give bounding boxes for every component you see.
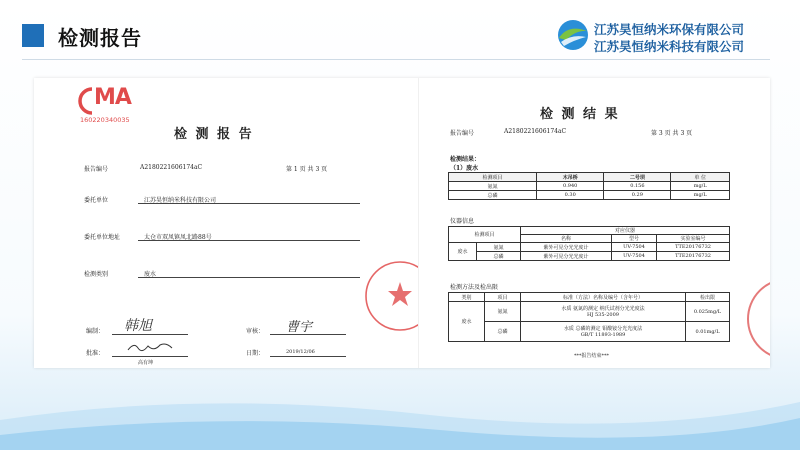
instrument-header-model: 型号 [612,235,657,243]
results-cell: 总磷 [449,191,537,200]
approver-label: 批准： [86,350,105,357]
inspection-stamp-icon [360,256,418,336]
reviewer-signature: 曹宇 [286,320,313,335]
method-code: GB/T 11893-1989 [580,332,626,338]
approver-signature-icon [126,340,176,354]
client-value: 江苏昊恒纳米科技有限公司 [144,197,217,204]
method-cell: 0.025mg/L [686,302,730,322]
client-underline [138,203,360,204]
date-label: 日期： [246,350,265,357]
header-accent-bar [22,24,44,47]
results-table [448,172,730,200]
instrument-header-name: 名称 [521,235,612,243]
editor-underline [112,334,188,335]
results-cell: mg/L [671,182,730,191]
instrument-cell: TTE20176732 [657,243,730,252]
category-underline [138,277,360,278]
results-header-item: 检测项目 [449,173,537,182]
approver-name: 高有坤 [138,360,154,366]
instrument-cell: 紫外可见分光光度计 [521,252,612,261]
header-divider [22,59,770,60]
results-report-no-label: 报告编号 [450,130,475,137]
table-row [449,191,730,200]
instrument-cell: UV-7504 [612,243,657,252]
results-header-site1: 木吊桥 [537,173,604,182]
category-value: 废水 [144,271,157,278]
category-label: 检测类别 [84,271,109,278]
cover-page-number: 第 1 页 共 3 页 [286,166,328,173]
method-cell: 氨氮 [485,302,521,322]
address-label: 委托单位地址 [84,234,121,241]
method-cell [521,322,686,342]
results-cell: 0.940 [537,182,604,191]
results-cell: 0.30 [537,191,604,200]
table-row [449,322,730,342]
instrument-header-item: 检测项目 [449,227,521,243]
method-cell [521,302,686,322]
section-methods: 检测方法及检出限 [450,284,499,291]
instrument-cell: UV-7504 [612,252,657,261]
table-row [449,302,730,322]
editor-label: 编制： [86,328,105,335]
method-category: 废水 [449,302,485,342]
cover-report-no-label: 报告编号 [84,166,109,173]
report-end-note: ***报告结束*** [574,353,610,359]
instrument-table [448,226,730,261]
report-paper [34,78,770,368]
instrument-cell: 总磷 [477,252,521,261]
results-title: 检 测 结 果 [540,107,620,122]
section-wastewater: （1）废水 [450,165,479,172]
results-cell: 0.29 [604,191,671,200]
table-row [449,252,730,261]
method-table [448,292,730,342]
seal-stamp-icon [744,274,770,364]
editor-signature: 韩旭 [124,318,152,334]
method-name: 水质 氨氮的测定 纳氏试剂分光光度法 [561,306,645,312]
method-cell: 0.01mg/L [686,322,730,342]
method-header-standard: 标准（方法）名称及编号（含年号） [521,293,686,302]
method-name: 水质 总磷的测定 钼酸铵分光光度法 [563,326,643,332]
method-code: HJ 535-2009 [587,312,619,318]
cma-number: 160220340035 [80,116,130,124]
method-cell: 总磷 [485,322,521,342]
date-value: 2019/12/06 [286,349,315,355]
table-row [449,182,730,191]
company-logo-block [556,16,770,62]
section-instruments: 仪器信息 [450,218,475,225]
results-page-number: 第 3 页 共 3 页 [651,130,693,137]
client-label: 委托单位 [84,197,109,204]
bottom-wave-decoration [0,380,800,450]
cover-title: 检 测 报 告 [174,127,254,142]
slide-title: 检测报告 [58,26,142,50]
reviewer-label: 审核： [246,328,265,335]
page-divider [418,78,419,368]
results-header-site2: 二号坝 [604,173,671,182]
address-value: 太仓市双凤镇凤北路88号 [144,234,212,241]
method-header-item: 项目 [485,293,521,302]
table-row [449,243,730,252]
approver-underline [112,356,188,357]
date-underline [270,356,346,357]
results-cell: mg/L [671,191,730,200]
results-report-no: A2180221606174aC [504,128,567,135]
reviewer-underline [270,334,346,335]
cma-mark: MA [94,85,131,110]
results-header-unit: 单 位 [671,173,730,182]
instrument-header-group: 对应仪器 [521,227,730,235]
company-name-1: 江苏昊恒纳米环保有限公司 [594,22,745,37]
company-name-2: 江苏昊恒纳米科技有限公司 [594,39,745,54]
instrument-cell: TTE20176732 [657,252,730,261]
results-cell: 氨氮 [449,182,537,191]
instrument-category: 废水 [449,243,477,261]
results-cell: 0.156 [604,182,671,191]
address-underline [138,240,360,241]
method-header-limit: 检出限 [686,293,730,302]
cover-report-no: A2180221606174aC [140,164,203,171]
section-results: 检测结果： [450,156,481,163]
instrument-cell: 紫外可见分光光度计 [521,243,612,252]
company-logo-icon [556,18,590,52]
method-header-category: 类别 [449,293,485,302]
instrument-cell: 氨氮 [477,243,521,252]
instrument-header-lab-no: 实验室编号 [657,235,730,243]
